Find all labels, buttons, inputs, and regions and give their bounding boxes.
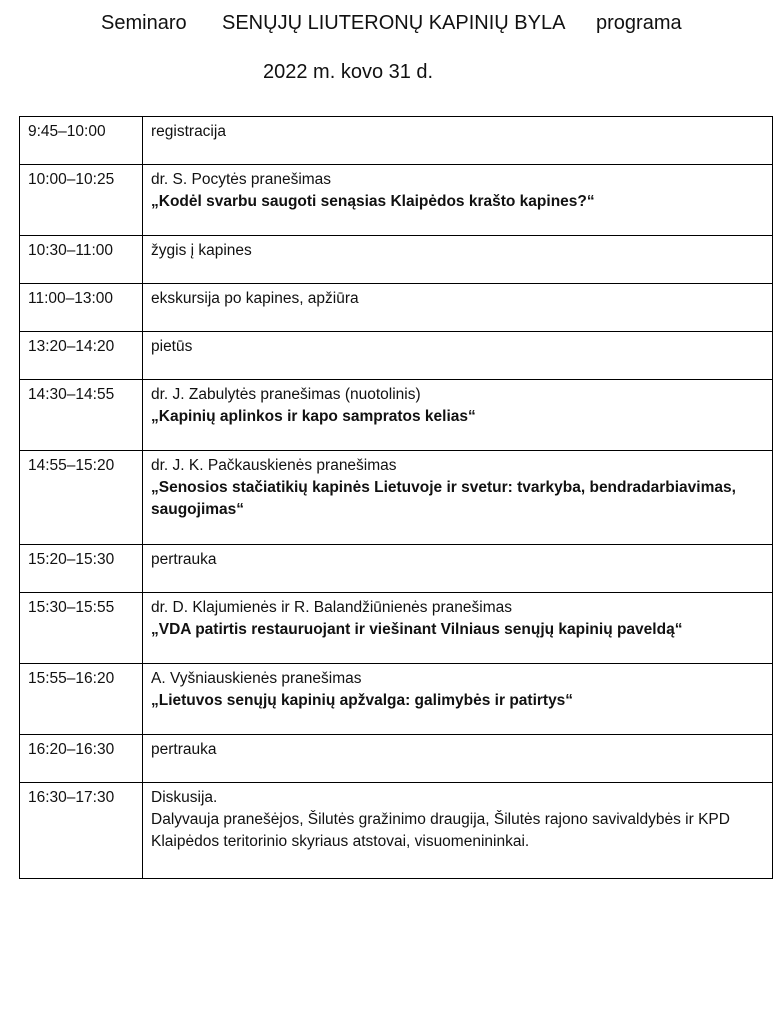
participants-text: Dalyvauja pranešėjos, Šilutės gražinimo draugija, Šilutės rajono savivaldybės ir KPD Klaipėdos teritorinio skyriaus atstovai, visuomenininkai. bbox=[151, 811, 730, 850]
schedule-row bbox=[20, 117, 773, 165]
time-cell: 13:20–14:20 bbox=[20, 332, 143, 380]
activity-cell bbox=[143, 545, 773, 593]
time-cell: 15:55–16:20 bbox=[20, 664, 143, 735]
title-prefix: Seminaro bbox=[101, 12, 187, 34]
time-cell: 10:30–11:00 bbox=[20, 236, 143, 284]
activity-text: pertrauka bbox=[151, 551, 217, 568]
activity-cell bbox=[143, 284, 773, 332]
schedule-row bbox=[20, 545, 773, 593]
speaker-text: dr. J. Zabulytės pranešimas (nuotolinis) bbox=[151, 386, 421, 403]
activity-text: Diskusija. bbox=[151, 789, 218, 806]
speaker-text: A. Vyšniauskienės pranešimas bbox=[151, 670, 362, 687]
time-cell: 15:30–15:55 bbox=[20, 593, 143, 664]
time-cell: 14:30–14:55 bbox=[20, 380, 143, 451]
activity-cell bbox=[143, 332, 773, 380]
time-cell: 11:00–13:00 bbox=[20, 284, 143, 332]
activity-cell bbox=[143, 451, 773, 545]
activity-cell bbox=[143, 117, 773, 165]
activity-cell bbox=[143, 735, 773, 783]
schedule-row bbox=[20, 284, 773, 332]
activity-cell bbox=[143, 783, 773, 879]
activity-cell bbox=[143, 236, 773, 284]
time-cell: 9:45–10:00 bbox=[20, 117, 143, 165]
activity-text: registracija bbox=[151, 123, 226, 140]
activity-text: pertrauka bbox=[151, 741, 217, 758]
schedule-row bbox=[20, 380, 773, 451]
activity-cell bbox=[143, 165, 773, 236]
time-cell: 14:55–15:20 bbox=[20, 451, 143, 545]
schedule-row bbox=[20, 332, 773, 380]
time-cell: 15:20–15:30 bbox=[20, 545, 143, 593]
schedule-row bbox=[20, 165, 773, 236]
schedule-row bbox=[20, 236, 773, 284]
speaker-text: dr. D. Klajumienės ir R. Balandžiūnienės pranešimas bbox=[151, 599, 512, 616]
activity-text: ekskursija po kapines, apžiūra bbox=[151, 290, 359, 307]
document-title bbox=[0, 8, 773, 38]
time-cell: 10:00–10:25 bbox=[20, 165, 143, 236]
title-suffix: programa bbox=[596, 12, 682, 34]
speaker-text: dr. S. Pocytės pranešimas bbox=[151, 171, 332, 188]
schedule-table bbox=[19, 116, 773, 879]
schedule-row bbox=[20, 735, 773, 783]
schedule-row bbox=[20, 451, 773, 545]
schedule-row bbox=[20, 664, 773, 735]
activity-text: žygis į kapines bbox=[151, 242, 252, 259]
talk-title: „Kapinių aplinkos ir kapo sampratos kelias“ bbox=[151, 408, 476, 425]
time-cell: 16:30–17:30 bbox=[20, 783, 143, 879]
talk-title: „Senosios stačiatikių kapinės Lietuvoje ir svetur: tvarkyba, bendradarbiavimas, saugojimas“ bbox=[151, 479, 736, 518]
time-cell: 16:20–16:30 bbox=[20, 735, 143, 783]
talk-title: „Lietuvos senųjų kapinių apžvalga: galimybės ir patirtys“ bbox=[151, 692, 574, 709]
activity-cell bbox=[143, 664, 773, 735]
seminar-name: SENŲJŲ LIUTERONŲ KAPINIŲ BYLA bbox=[222, 12, 566, 34]
seminar-date: 2022 m. kovo 31 d. bbox=[263, 61, 434, 83]
speaker-text: dr. J. K. Pačkauskienės pranešimas bbox=[151, 457, 397, 474]
schedule-row bbox=[20, 783, 773, 879]
talk-title: „Kodėl svarbu saugoti senąsias Klaipėdos krašto kapines?“ bbox=[151, 193, 595, 210]
activity-cell bbox=[143, 380, 773, 451]
talk-title: „VDA patirtis restauruojant ir viešinant Vilniaus senųjų kapinių paveldą“ bbox=[151, 621, 683, 638]
activity-text: pietūs bbox=[151, 338, 193, 355]
schedule-row bbox=[20, 593, 773, 664]
activity-cell bbox=[143, 593, 773, 664]
